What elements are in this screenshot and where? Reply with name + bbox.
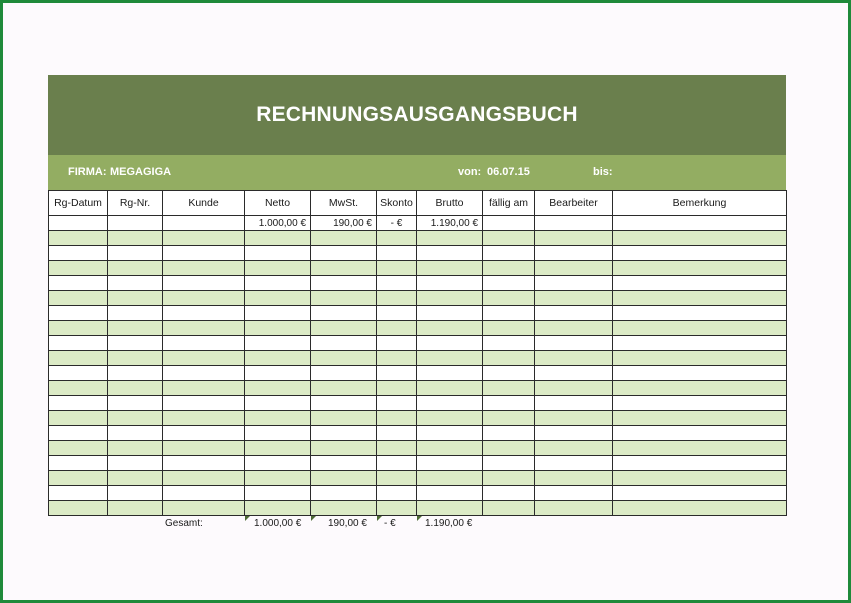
table-cell[interactable] — [377, 261, 417, 276]
total-mwst[interactable]: 190,00 € — [328, 518, 367, 529]
col-header: Brutto — [417, 191, 483, 216]
table-cell[interactable] — [108, 456, 163, 471]
table-cell[interactable] — [535, 471, 613, 486]
col-header: Rg-Nr. — [108, 191, 163, 216]
title-band — [48, 75, 786, 155]
table-cell[interactable]: 1.190,00 € — [417, 216, 483, 231]
table-cell[interactable] — [377, 231, 417, 246]
table-cell[interactable] — [417, 246, 483, 261]
table-row — [49, 396, 787, 411]
table-row — [49, 231, 787, 246]
table-cell[interactable] — [535, 321, 613, 336]
table-cell[interactable] — [245, 486, 311, 501]
table-cell[interactable] — [613, 216, 787, 231]
table-cell[interactable] — [417, 426, 483, 441]
table-cell[interactable] — [49, 396, 108, 411]
table-cell[interactable] — [417, 306, 483, 321]
table-cell[interactable] — [108, 351, 163, 366]
table-cell[interactable] — [311, 486, 377, 501]
table-cell[interactable] — [108, 441, 163, 456]
table-cell[interactable] — [483, 321, 535, 336]
table-cell[interactable] — [163, 231, 245, 246]
table-cell[interactable] — [535, 276, 613, 291]
table-cell[interactable] — [483, 501, 535, 516]
table-cell[interactable] — [311, 276, 377, 291]
table-cell[interactable] — [377, 246, 417, 261]
table-row — [49, 381, 787, 396]
table-cell[interactable] — [245, 471, 311, 486]
table-cell[interactable] — [49, 291, 108, 306]
table-cell[interactable] — [245, 396, 311, 411]
table-cell[interactable] — [163, 471, 245, 486]
sheet-title: RECHNUNGSAUSGANGSBUCH — [256, 103, 578, 126]
table-row — [49, 351, 787, 366]
table-cell[interactable] — [417, 276, 483, 291]
table-cell[interactable] — [613, 291, 787, 306]
table-cell[interactable] — [163, 321, 245, 336]
table-cell[interactable]: 1.000,00 € — [245, 216, 311, 231]
table-cell[interactable] — [535, 501, 613, 516]
table-cell[interactable] — [163, 336, 245, 351]
table-cell[interactable] — [311, 471, 377, 486]
table-cell[interactable] — [49, 441, 108, 456]
table-cell[interactable] — [245, 366, 311, 381]
table-cell[interactable] — [245, 231, 311, 246]
col-header: MwSt. — [311, 191, 377, 216]
table-cell[interactable] — [49, 381, 108, 396]
table-cell[interactable] — [417, 261, 483, 276]
table-row — [49, 216, 787, 231]
table-cell[interactable] — [311, 351, 377, 366]
table-cell[interactable] — [163, 276, 245, 291]
table-cell[interactable] — [49, 366, 108, 381]
table-cell[interactable] — [417, 366, 483, 381]
table-cell[interactable] — [245, 381, 311, 396]
table-cell[interactable] — [377, 471, 417, 486]
table-cell[interactable] — [535, 231, 613, 246]
table-row — [49, 456, 787, 471]
table-cell[interactable] — [483, 411, 535, 426]
table-cell[interactable] — [163, 501, 245, 516]
table-cell[interactable] — [311, 231, 377, 246]
table-cell[interactable] — [377, 366, 417, 381]
table-row — [49, 441, 787, 456]
table-cell[interactable] — [245, 441, 311, 456]
table-cell[interactable] — [49, 426, 108, 441]
table-cell[interactable]: - € — [377, 216, 417, 231]
table-cell[interactable] — [613, 456, 787, 471]
total-brutto[interactable]: 1.190,00 € — [425, 518, 473, 529]
table-cell[interactable] — [377, 381, 417, 396]
table-cell[interactable] — [245, 351, 311, 366]
table-cell[interactable] — [535, 411, 613, 426]
table-cell[interactable] — [377, 426, 417, 441]
table-cell[interactable] — [108, 246, 163, 261]
table-cell[interactable] — [245, 246, 311, 261]
table-cell[interactable] — [613, 231, 787, 246]
table-row — [49, 501, 787, 516]
table-cell[interactable] — [49, 501, 108, 516]
table-cell[interactable] — [49, 276, 108, 291]
col-header: fällig am — [483, 191, 535, 216]
col-header: Bemerkung — [613, 191, 787, 216]
table-cell[interactable] — [417, 471, 483, 486]
table-cell[interactable] — [483, 216, 535, 231]
table-cell[interactable] — [613, 246, 787, 261]
table-cell[interactable] — [49, 351, 108, 366]
table-cell[interactable] — [613, 396, 787, 411]
table-cell[interactable] — [163, 441, 245, 456]
total-netto[interactable]: 1.000,00 € — [254, 518, 302, 529]
table-cell[interactable] — [417, 486, 483, 501]
col-header: Skonto — [377, 191, 417, 216]
table-cell[interactable] — [49, 261, 108, 276]
table-cell[interactable] — [483, 471, 535, 486]
table-cell[interactable] — [163, 426, 245, 441]
table-cell[interactable] — [108, 396, 163, 411]
table-cell[interactable] — [535, 396, 613, 411]
table-cell[interactable] — [535, 306, 613, 321]
table-cell[interactable] — [108, 336, 163, 351]
table-cell[interactable] — [483, 276, 535, 291]
von-label: von: — [458, 166, 482, 178]
table-cell[interactable] — [108, 216, 163, 231]
table-cell[interactable] — [417, 456, 483, 471]
table-cell[interactable] — [483, 261, 535, 276]
table-cell[interactable] — [613, 276, 787, 291]
table-cell[interactable] — [108, 501, 163, 516]
table-cell[interactable] — [163, 246, 245, 261]
table-cell[interactable] — [311, 321, 377, 336]
table-cell[interactable] — [163, 216, 245, 231]
table-row — [49, 321, 787, 336]
table-cell[interactable]: 190,00 € — [311, 216, 377, 231]
table-cell[interactable] — [377, 351, 417, 366]
table-cell[interactable] — [483, 246, 535, 261]
table-cell[interactable] — [108, 276, 163, 291]
firma-label: FIRMA: — [68, 166, 107, 178]
table-cell[interactable] — [163, 456, 245, 471]
table-cell[interactable] — [108, 321, 163, 336]
table-cell[interactable] — [311, 441, 377, 456]
table-cell[interactable] — [535, 336, 613, 351]
table-cell[interactable] — [417, 231, 483, 246]
table-cell[interactable] — [49, 456, 108, 471]
table-cell[interactable] — [311, 381, 377, 396]
table-cell[interactable] — [613, 471, 787, 486]
header-row — [49, 191, 787, 216]
table-cell[interactable] — [483, 366, 535, 381]
table-cell[interactable] — [163, 381, 245, 396]
totals-row — [48, 516, 786, 532]
table-cell[interactable] — [163, 366, 245, 381]
table-cell[interactable] — [108, 411, 163, 426]
table-cell[interactable] — [108, 486, 163, 501]
table-cell[interactable] — [245, 321, 311, 336]
table-cell[interactable] — [613, 366, 787, 381]
table-cell[interactable] — [417, 336, 483, 351]
table-cell[interactable] — [417, 396, 483, 411]
table-cell[interactable] — [417, 381, 483, 396]
table-cell[interactable] — [163, 306, 245, 321]
table-cell[interactable] — [483, 291, 535, 306]
table-cell[interactable] — [535, 486, 613, 501]
table-cell[interactable] — [377, 276, 417, 291]
table-cell[interactable] — [163, 486, 245, 501]
table-cell[interactable] — [483, 231, 535, 246]
table-cell[interactable] — [245, 261, 311, 276]
table-cell[interactable] — [483, 426, 535, 441]
table-cell[interactable] — [483, 441, 535, 456]
info-band — [48, 155, 786, 190]
table-cell[interactable] — [483, 486, 535, 501]
table-cell[interactable] — [108, 261, 163, 276]
table-cell[interactable] — [613, 321, 787, 336]
table-cell[interactable] — [535, 366, 613, 381]
table-cell[interactable] — [377, 411, 417, 426]
table-cell[interactable] — [483, 381, 535, 396]
table-cell[interactable] — [613, 426, 787, 441]
table-cell[interactable] — [108, 426, 163, 441]
table-cell[interactable] — [245, 426, 311, 441]
table-cell[interactable] — [108, 291, 163, 306]
table-row — [49, 426, 787, 441]
table-row — [49, 276, 787, 291]
table-cell[interactable] — [311, 396, 377, 411]
table-row — [49, 336, 787, 351]
table-cell[interactable] — [613, 381, 787, 396]
table-cell[interactable] — [245, 456, 311, 471]
table-row — [49, 246, 787, 261]
table-cell[interactable] — [49, 216, 108, 231]
table-cell[interactable] — [535, 381, 613, 396]
table-cell[interactable] — [535, 351, 613, 366]
table-cell[interactable] — [613, 411, 787, 426]
table-cell[interactable] — [613, 336, 787, 351]
invoice-sheet — [48, 75, 786, 516]
table-cell[interactable] — [417, 351, 483, 366]
table-cell[interactable] — [535, 216, 613, 231]
table-cell[interactable] — [163, 411, 245, 426]
table-cell[interactable] — [417, 441, 483, 456]
table-cell[interactable] — [613, 351, 787, 366]
table-cell[interactable] — [377, 306, 417, 321]
table-cell[interactable] — [613, 441, 787, 456]
table-cell[interactable] — [613, 306, 787, 321]
total-skonto[interactable]: - € — [384, 518, 396, 529]
table-cell[interactable] — [613, 261, 787, 276]
table-cell[interactable] — [245, 306, 311, 321]
table-cell[interactable] — [417, 321, 483, 336]
cell-marker-icon — [377, 516, 382, 521]
table-cell[interactable] — [311, 336, 377, 351]
table-cell[interactable] — [49, 321, 108, 336]
table-cell[interactable] — [163, 351, 245, 366]
table-cell[interactable] — [49, 411, 108, 426]
table-cell[interactable] — [311, 366, 377, 381]
table-cell[interactable] — [108, 471, 163, 486]
bis-label: bis: — [593, 166, 613, 178]
table-cell[interactable] — [483, 336, 535, 351]
table-cell[interactable] — [49, 336, 108, 351]
table-cell[interactable] — [49, 231, 108, 246]
table-cell[interactable] — [377, 291, 417, 306]
table-cell[interactable] — [49, 306, 108, 321]
col-header: Rg-Datum — [49, 191, 108, 216]
table-cell[interactable] — [311, 306, 377, 321]
cell-marker-icon — [245, 516, 250, 521]
table-cell[interactable] — [49, 471, 108, 486]
table-cell[interactable] — [535, 426, 613, 441]
table-cell[interactable] — [377, 336, 417, 351]
table-cell[interactable] — [108, 231, 163, 246]
table-cell[interactable] — [483, 396, 535, 411]
table-cell[interactable] — [417, 501, 483, 516]
table-cell[interactable] — [245, 411, 311, 426]
table-cell[interactable] — [377, 441, 417, 456]
firma-value[interactable]: MEGAGIGA — [110, 166, 172, 178]
table-cell[interactable] — [535, 261, 613, 276]
table-cell[interactable] — [311, 411, 377, 426]
table-cell[interactable] — [483, 351, 535, 366]
table-cell[interactable] — [49, 486, 108, 501]
table-cell[interactable] — [417, 291, 483, 306]
table-cell[interactable] — [535, 456, 613, 471]
table-cell[interactable] — [377, 486, 417, 501]
invoice-table — [48, 190, 787, 516]
table-row — [49, 306, 787, 321]
table-cell[interactable] — [163, 396, 245, 411]
table-cell[interactable] — [245, 276, 311, 291]
table-row — [49, 486, 787, 501]
table-cell[interactable] — [311, 501, 377, 516]
table-cell[interactable] — [483, 306, 535, 321]
von-value[interactable]: 06.07.15 — [487, 166, 530, 178]
table-cell[interactable] — [108, 381, 163, 396]
table-cell[interactable] — [108, 366, 163, 381]
table-cell[interactable] — [417, 411, 483, 426]
table-row — [49, 261, 787, 276]
col-header: Netto — [245, 191, 311, 216]
totals-label: Gesamt: — [165, 518, 203, 529]
table-cell[interactable] — [163, 261, 245, 276]
table-cell[interactable] — [245, 291, 311, 306]
table-cell[interactable] — [311, 426, 377, 441]
table-row — [49, 366, 787, 381]
table-cell[interactable] — [613, 501, 787, 516]
table-row — [49, 471, 787, 486]
table-cell[interactable] — [311, 261, 377, 276]
table-cell[interactable] — [377, 396, 417, 411]
table-cell[interactable] — [311, 291, 377, 306]
table-body — [49, 216, 787, 516]
table-cell[interactable] — [245, 336, 311, 351]
table-cell[interactable] — [535, 441, 613, 456]
col-header: Kunde — [163, 191, 245, 216]
table-cell[interactable] — [535, 291, 613, 306]
table-cell[interactable] — [311, 456, 377, 471]
table-cell[interactable] — [613, 486, 787, 501]
table-cell[interactable] — [49, 246, 108, 261]
table-cell[interactable] — [377, 456, 417, 471]
table-cell[interactable] — [311, 246, 377, 261]
table-row — [49, 291, 787, 306]
table-cell[interactable] — [245, 501, 311, 516]
cell-marker-icon — [311, 516, 316, 521]
table-row — [49, 411, 787, 426]
table-cell[interactable] — [535, 246, 613, 261]
table-cell[interactable] — [108, 306, 163, 321]
col-header: Bearbeiter — [535, 191, 613, 216]
table-cell[interactable] — [377, 501, 417, 516]
table-cell[interactable] — [483, 456, 535, 471]
cell-marker-icon — [417, 516, 422, 521]
table-cell[interactable] — [377, 321, 417, 336]
table-cell[interactable] — [163, 291, 245, 306]
